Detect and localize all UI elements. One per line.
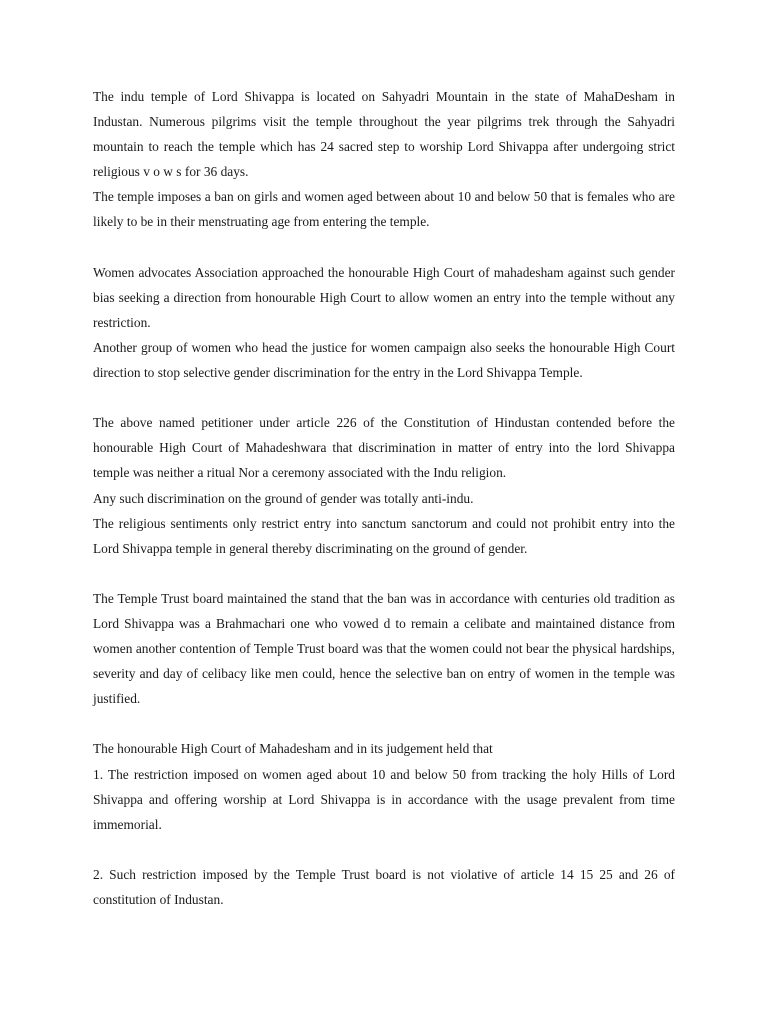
paragraph-justice-campaign: Another group of women who head the justice for women campaign also seeks the honourable High Court direction to stop selective gender discrimination for the entry in the Lord Shivappa Temple.: [93, 339, 675, 381]
paragraph-anti-indu: Any such discrimination on the ground of gender was totally anti-indu.: [93, 490, 474, 506]
paragraph-gap: [93, 235, 675, 260]
document-page: [93, 84, 675, 912]
paragraph-gap: [93, 711, 675, 736]
paragraph-temple-location: The indu temple of Lord Shivappa is located on Sahyadri Mountain in the state of MahaDesham in Industan. Numerous pilgrims visit the temple throughout the year pilgrims trek through the Sahyadri mountain to reach the temple which has 24 sacred step to worship Lord Shivappa after undergoing strict religious v o w s for 36 days.: [93, 89, 675, 180]
paragraph-petitioner-contention: The above named petitioner under article 226 of the Constitution of Hindustan contended before the honourable High Court of Mahadeshwara that discrimination in matter of entry into the lord Shivappa temple was neither a ritual Nor a ceremony associated with the Indu religion.: [93, 415, 675, 481]
paragraph-trust-board-stand: The Temple Trust board maintained the stand that the ban was in accordance with centuries old tradition as Lord Shivappa was a Brahmachari one who vowed d to remain a celibate and maintained distance from women another contention of Temple Trust board was that the women could not bear the physical hardships, severity and day of celibacy like men could, hence the selective ban on entry of women in the temple was justified.: [93, 590, 675, 707]
paragraph-gap: [93, 561, 675, 586]
paragraph-judgement-point-2: 2. Such restriction imposed by the Temple Trust board is not violative of article 14 15 25 and 26 of constitution of Industan.: [93, 866, 675, 907]
paragraph-judgement-point-1: 1. The restriction imposed on women aged about 10 and below 50 from tracking the holy Hills of Lord Shivappa and offering worship at Lord Shivappa is in accordance with the usage prevalent from time immemorial.: [93, 766, 675, 832]
paragraph-gap: [93, 837, 675, 862]
paragraph-temple-ban: The temple imposes a ban on girls and women aged between about 10 and below 50 that is females who are likely to be in their menstruating age from entering the temple.: [93, 189, 675, 230]
paragraph-gap: [93, 385, 675, 410]
paragraph-religious-sentiments: The religious sentiments only restrict entry into sanctum sanctorum and could not prohibit entry into the Lord Shivappa temple in general thereby discriminating on the ground of gender.: [93, 515, 675, 556]
paragraph-judgement-intro: The honourable High Court of Mahadesham and in its judgement held that: [93, 741, 493, 757]
paragraph-advocates-association: Women advocates Association approached the honourable High Court of mahadesham against such gender bias seeking a direction from honourable High Court to allow women an entry into the temple without any restriction.: [93, 264, 675, 330]
